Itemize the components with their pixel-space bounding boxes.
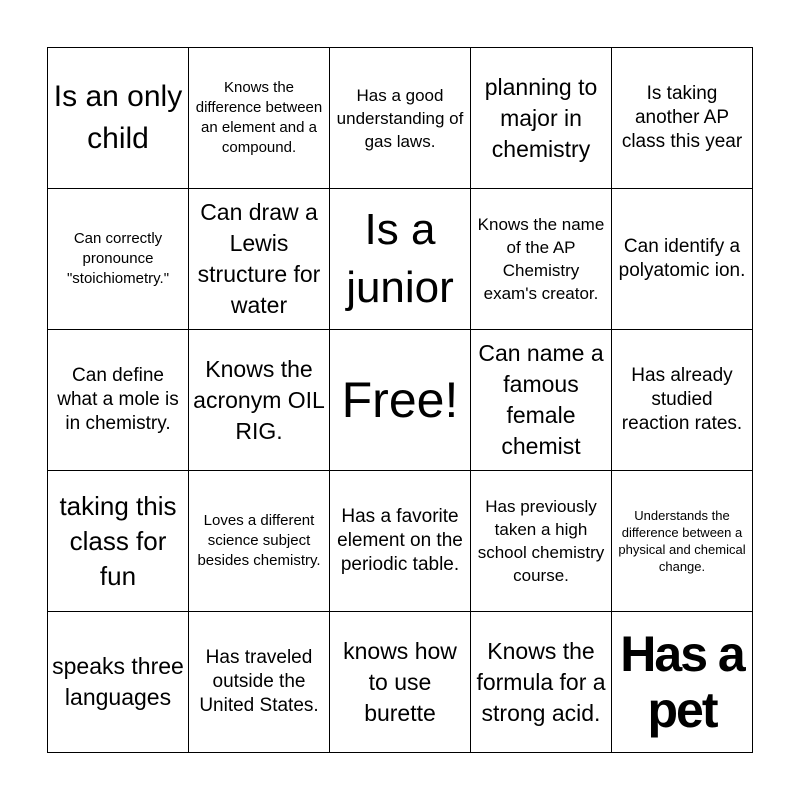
bingo-cell[interactable] [612,48,753,189]
cell-text: taking this class for fun [59,490,177,591]
bingo-cell[interactable] [612,189,753,330]
cell-text: Is taking another AP class this year [621,83,743,152]
bingo-cell[interactable] [612,330,753,471]
bingo-cell[interactable] [189,471,330,612]
cell-text: Has traveled outside the United States. [199,647,319,716]
cell-text: planning to major in chemistry [484,73,598,162]
bingo-cell[interactable] [48,612,189,753]
cell-text: Has a pet [620,626,744,738]
bingo-cell[interactable] [612,471,753,612]
bingo-cell[interactable] [330,189,471,330]
cell-text: Free! [341,372,459,428]
bingo-cell[interactable] [189,612,330,753]
cell-text: Knows the difference between an element and a compound. [195,79,323,156]
cell-text: Can identify a polyatomic ion. [618,236,746,281]
cell-text: Can correctly pronounce "stoichiometry." [66,230,170,287]
cell-text: Has previously taken a high school chemistry course. [477,497,605,585]
bingo-cell[interactable] [189,48,330,189]
cell-text: Knows the acronym OIL RIG. [193,355,325,444]
bingo-cell[interactable] [189,189,330,330]
cell-text: knows how to use burette [343,637,457,726]
cell-text: Knows the name of the AP Chemistry exam's creator. [477,215,605,303]
cell-text: Can define what a mole is in chemistry. [57,365,179,434]
bingo-cell[interactable] [48,189,189,330]
cell-text: Knows the formula for a strong acid. [476,637,606,726]
bingo-cell[interactable] [612,612,753,753]
cell-text: Understands the difference between a physical and chemical change. [618,508,746,574]
bingo-cell[interactable] [48,471,189,612]
bingo-cell[interactable] [189,330,330,471]
bingo-cell[interactable] [330,612,471,753]
cell-text: Has a good understanding of gas laws. [336,85,464,151]
bingo-cell[interactable] [471,189,612,330]
bingo-cell[interactable] [471,48,612,189]
cell-text: speaks three languages [52,653,184,710]
bingo-board [47,47,753,753]
cell-text: Is an only child [53,80,183,155]
cell-text: Can name a famous female chemist [478,340,604,459]
cell-text: Loves a different science subject besides chemistry. [197,512,321,569]
bingo-cell[interactable] [330,471,471,612]
bingo-free-cell[interactable] [330,330,471,471]
cell-text: Has already studied reaction rates. [621,365,743,434]
bingo-cell[interactable] [471,330,612,471]
bingo-cell[interactable] [471,612,612,753]
cell-text: Can draw a Lewis structure for water [197,199,321,318]
bingo-cell[interactable] [48,48,189,189]
bingo-cell[interactable] [48,330,189,471]
cell-text: Has a favorite element on the periodic table. [337,506,463,575]
bingo-cell[interactable] [471,471,612,612]
bingo-cell[interactable] [330,48,471,189]
cell-text: Is a junior [346,205,454,312]
